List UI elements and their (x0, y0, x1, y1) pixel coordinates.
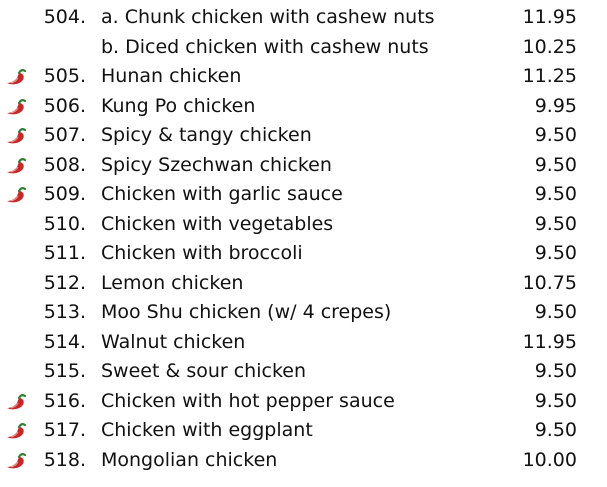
item-number: 514. (43, 330, 86, 353)
item-name: Walnut chicken (101, 330, 246, 353)
item-number: 513. (43, 301, 86, 323)
menu-item (0, 62, 607, 92)
item-name: Lemon chicken (101, 271, 244, 294)
item-price: 9.50 (534, 212, 577, 235)
menu-item (0, 387, 607, 417)
item-number: 511. (43, 242, 86, 264)
item-price: 9.95 (534, 94, 577, 117)
item-name: Chicken with broccoli (101, 242, 303, 264)
item-price: 11.25 (522, 65, 577, 87)
item-name: Chicken with vegetables (101, 212, 334, 235)
item-price: 9.50 (534, 124, 577, 146)
item-name: Spicy & tangy chicken (101, 124, 312, 146)
chili-pepper-icon (5, 452, 29, 470)
item-price: 10.00 (522, 448, 577, 471)
item-number: 507. (43, 124, 86, 146)
chicken-menu-list (0, 3, 607, 475)
item-price: 9.50 (534, 419, 577, 441)
item-number: 512. (43, 271, 86, 294)
item-number: 515. (43, 360, 86, 382)
item-number: 505. (43, 65, 86, 87)
item-name: Mongolian chicken (101, 448, 278, 471)
menu-item (0, 151, 607, 181)
item-name: Chicken with hot pepper sauce (101, 389, 395, 412)
chili-pepper-icon (5, 127, 29, 145)
item-number: 509. (43, 183, 86, 205)
item-number: 508. (43, 153, 86, 176)
item-number: 516. (43, 389, 86, 412)
item-name: a. Chunk chicken with cashew nuts (101, 6, 435, 28)
chili-pepper-icon (5, 422, 29, 440)
menu-item (0, 92, 607, 122)
item-number: 504. (43, 6, 86, 28)
menu-item (0, 3, 607, 33)
chili-pepper-icon (5, 393, 29, 411)
chili-pepper-icon (5, 186, 29, 204)
item-price: 11.95 (522, 6, 577, 28)
menu-item (0, 239, 607, 269)
menu-item (0, 180, 607, 210)
item-number: 517. (43, 419, 86, 441)
item-price: 9.50 (534, 389, 577, 412)
item-number: 518. (43, 448, 86, 471)
item-name: Chicken with eggplant (101, 419, 313, 441)
menu-item (0, 210, 607, 240)
item-number: 510. (43, 212, 86, 235)
item-price: 9.50 (534, 183, 577, 205)
menu-item (0, 328, 607, 358)
menu-item (0, 416, 607, 446)
item-price: 9.50 (534, 360, 577, 382)
item-name: Spicy Szechwan chicken (101, 153, 332, 176)
item-name: Chicken with garlic sauce (101, 183, 343, 205)
item-name: b. Diced chicken with cashew nuts (101, 35, 429, 58)
item-name: Sweet & sour chicken (101, 360, 307, 382)
item-name: Kung Po chicken (101, 94, 256, 117)
menu-item (0, 121, 607, 151)
menu-item (0, 269, 607, 299)
menu-item (0, 357, 607, 387)
item-price: 11.95 (522, 330, 577, 353)
chili-pepper-icon (5, 98, 29, 116)
menu-item (0, 298, 607, 328)
chili-pepper-icon (5, 68, 29, 86)
item-name: Moo Shu chicken (w/ 4 crepes) (101, 301, 392, 323)
chili-pepper-icon (5, 157, 29, 175)
item-price: 9.50 (534, 153, 577, 176)
item-price: 9.50 (534, 301, 577, 323)
menu-item (0, 446, 607, 476)
menu-item (0, 33, 607, 63)
item-price: 9.50 (534, 242, 577, 264)
item-price: 10.25 (522, 35, 577, 58)
item-price: 10.75 (522, 271, 577, 294)
item-number: 506. (43, 94, 86, 117)
item-name: Hunan chicken (101, 65, 242, 87)
